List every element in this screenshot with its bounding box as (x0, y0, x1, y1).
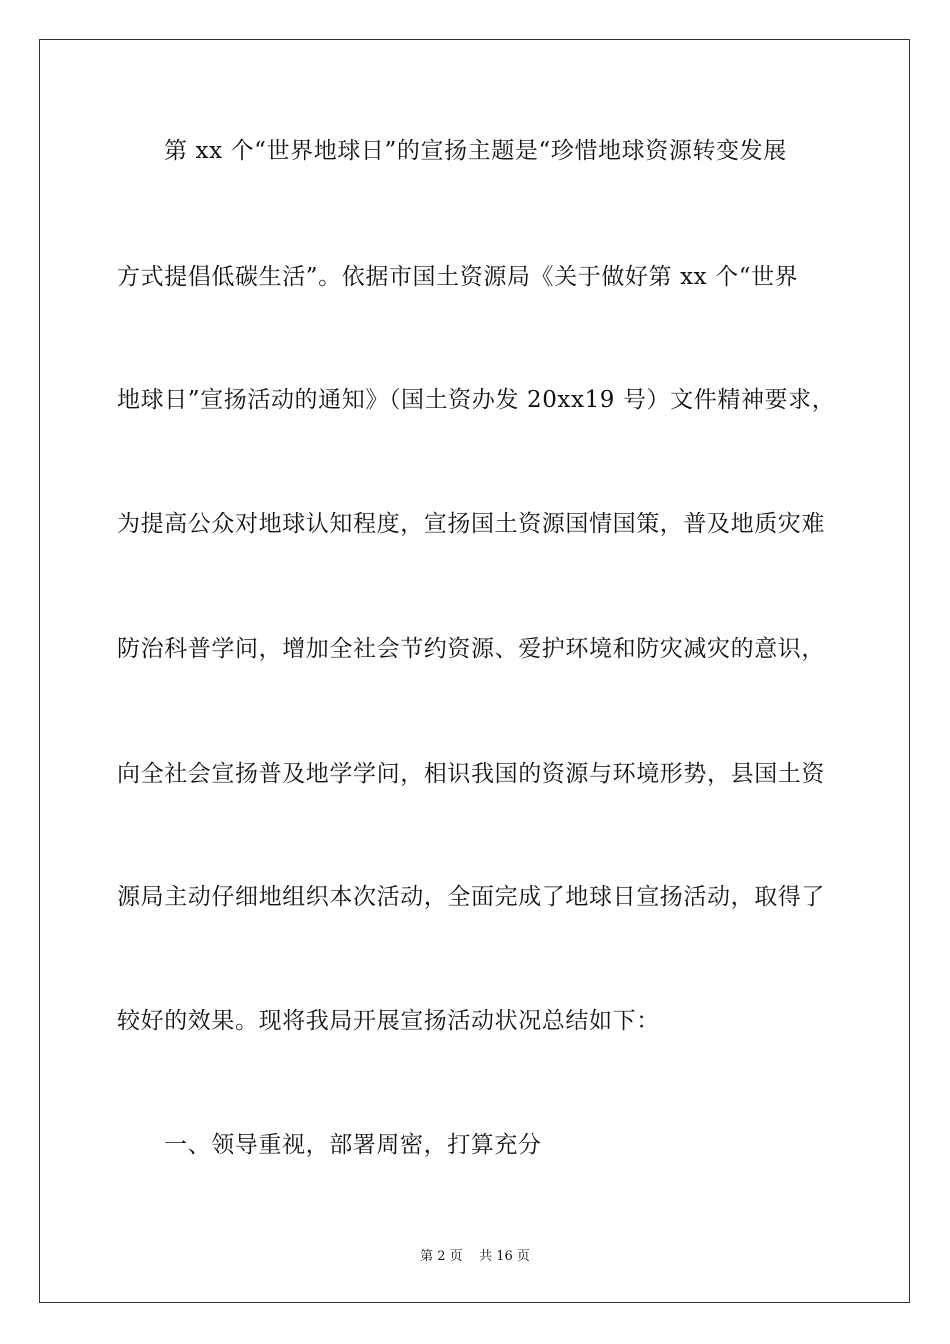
paragraph-line: 方式提倡低碳生活”。依据市国土资源局《关于做好第 xx 个“世界 (117, 264, 799, 290)
page-frame (39, 39, 910, 1303)
paragraph-line: 向全社会宣扬普及地学学问，相识我国的资源与环境形势，县国土资 (117, 761, 825, 787)
page-number-footer: 第 2 页 共 16 页 (420, 1249, 530, 1264)
paragraph-line: 第 xx 个“世界地球日”的宣扬主题是“珍惜地球资源转变发展 (164, 138, 787, 164)
paragraph-line: 源局主动仔细地组织本次活动，全面完成了地球日宣扬活动，取得了 (117, 884, 825, 910)
paragraph-line: 防治科普学问，增加全社会节约资源、爱护环境和防灾减灾的意识， (117, 636, 825, 662)
section-heading: 一、领导重视，部署周密，打算充分 (164, 1132, 542, 1158)
paragraph-line: 地球日”宣扬活动的通知》（国土资办发 20xx19 号）文件精神要求， (117, 387, 836, 413)
paragraph-line: 为提高公众对地球认知程度，宣扬国土资源国情国策，普及地质灾难 (117, 511, 825, 537)
paragraph-line: 较好的效果。现将我局开展宣扬活动状况总结如下： (117, 1008, 660, 1034)
